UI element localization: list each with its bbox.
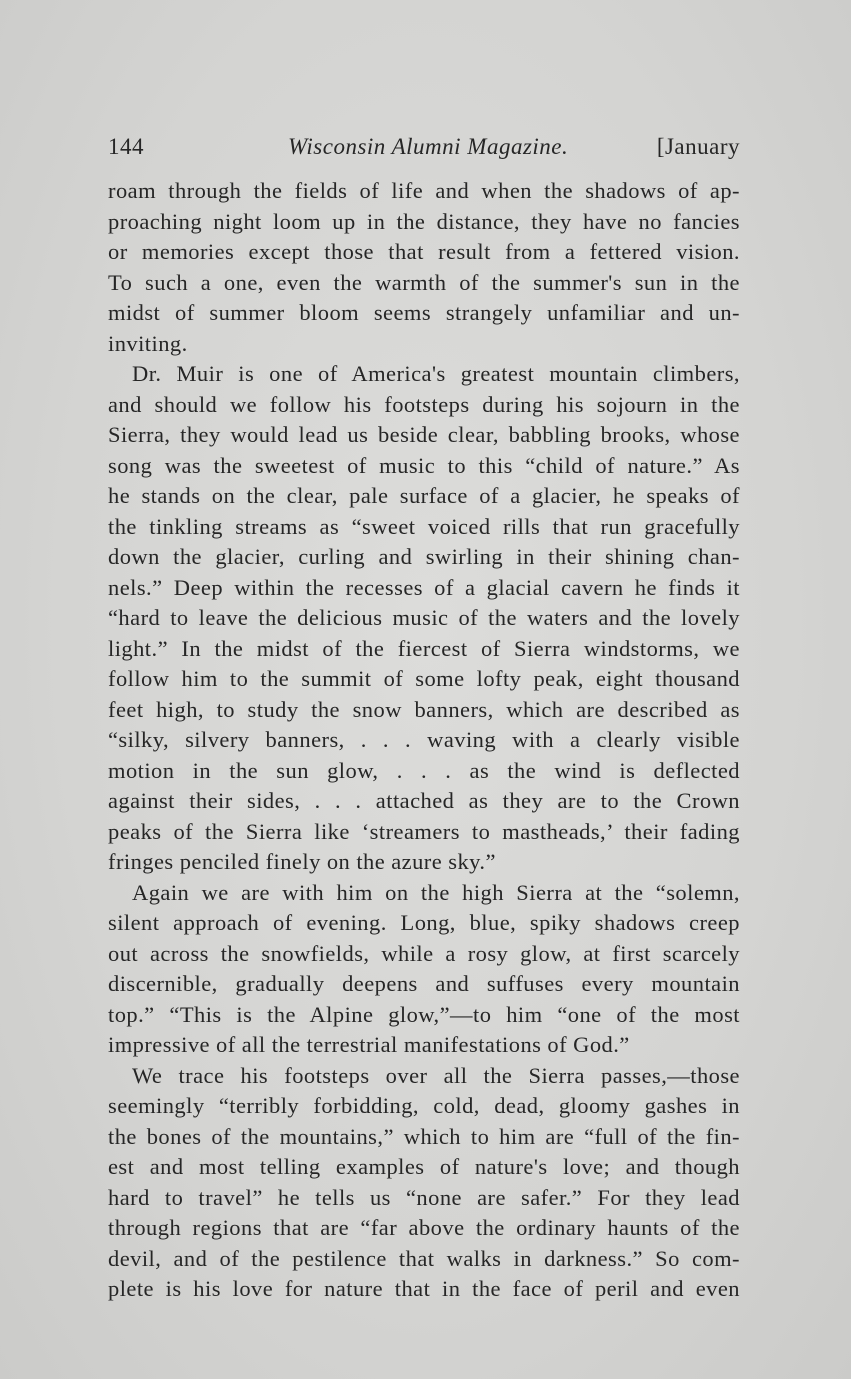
text-line: discernible, gradually deepens and suffuses every mountain: [108, 971, 740, 996]
text-line: he stands on the clear, pale surface of a glacier, he speaks of: [108, 483, 740, 508]
text-line: motion in the sun glow, . . . as the wind is deflected: [108, 757, 740, 783]
text-line: the bones of the mountains,” which to him are “full of the fin-: [108, 1123, 740, 1149]
text-line: roam through the fields of life and when the shadows of ap-: [108, 178, 740, 203]
text-line: To such a one, even the warmth of the summer's sun in the: [108, 269, 740, 295]
issue-month: [January: [656, 134, 740, 159]
text-line: hard to travel” he tells us “none are safer.” For they lead: [108, 1184, 740, 1210]
text-line: inviting.: [108, 330, 188, 356]
text-line: silent approach of evening. Long, blue, spiky shadows creep: [108, 910, 740, 935]
text-line: seemingly “terribly forbidding, cold, dead, gloomy gashes in: [108, 1093, 740, 1118]
text-line: devil, and of the pestilence that walks in darkness.” So com-: [108, 1245, 740, 1271]
text-line: light.” In the midst of the fiercest of Sierra windstorms, we: [108, 635, 740, 661]
text-line: out across the snowfields, while a rosy glow, at first scarcely: [108, 940, 740, 966]
paragraph-start-line: Dr. Muir is one of America's greatest mountain climbers,: [132, 361, 740, 386]
journal-title: Wisconsin Alumni Magazine.: [288, 134, 569, 159]
text-line: the tinkling streams as “sweet voiced rills that run gracefully: [108, 513, 740, 539]
text-line: proaching night loom up in the distance, they have no fancies: [108, 208, 740, 234]
text-line: peaks of the Sierra like ‘streamers to mastheads,’ their fading: [108, 818, 740, 844]
paragraph-start-line: Again we are with him on the high Sierra at the “solemn,: [132, 879, 740, 905]
text-line: song was the sweetest of music to this “child of nature.” As: [108, 452, 740, 478]
text-line: feet high, to study the snow banners, which are described as: [108, 696, 740, 722]
text-line: fringes penciled finely on the azure sky.”: [108, 849, 496, 874]
text-line: or memories except those that result from a fettered vision.: [108, 239, 740, 264]
page-number: 144: [108, 134, 144, 159]
text-line: through regions that are “far above the ordinary haunts of the: [108, 1215, 740, 1240]
text-line: top.” “This is the Alpine glow,”—to him “one of the most: [108, 1001, 740, 1027]
text-line: “silky, silvery banners, . . . waving with a clearly visible: [108, 727, 740, 752]
book-page: [108, 130, 740, 1301]
running-head: [108, 130, 740, 166]
text-line: Sierra, they would lead us beside clear, babbling brooks, whose: [108, 422, 740, 447]
text-line: est and most telling examples of nature's love; and though: [108, 1154, 740, 1179]
text-line: down the glacier, curling and swirling in their shining chan-: [108, 544, 740, 569]
text-line: against their sides, . . . attached as they are to the Crown: [108, 788, 740, 813]
text-line: “hard to leave the delicious music of the waters and the lovely: [108, 605, 740, 630]
text-line: follow him to the summit of some lofty peak, eight thousand: [108, 666, 740, 691]
body-text: [108, 176, 740, 1305]
paragraph-start-line: We trace his footsteps over all the Sierra passes,—those: [132, 1062, 740, 1088]
text-line: impressive of all the terrestrial manifestations of God.”: [108, 1032, 630, 1057]
text-line: midst of summer bloom seems strangely unfamiliar and un-: [108, 300, 740, 325]
text-line: nels.” Deep within the recesses of a glacial cavern he finds it: [108, 574, 740, 600]
text-line: plete is his love for nature that in the face of peril and even: [108, 1276, 740, 1301]
text-line: and should we follow his footsteps during his sojourn in the: [108, 391, 740, 417]
